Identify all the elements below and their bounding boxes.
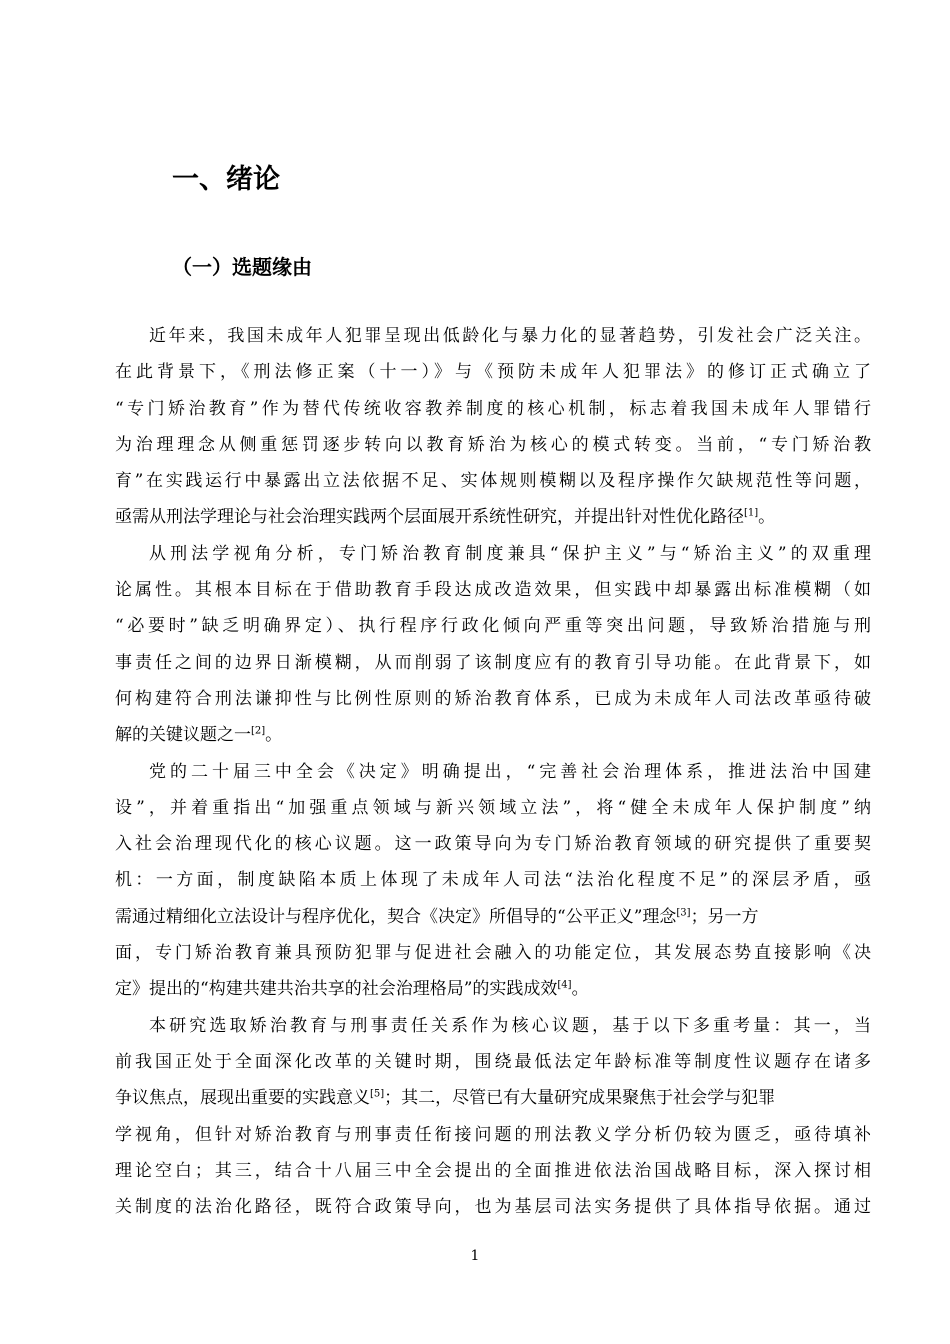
citation-ref: [1]	[744, 507, 759, 519]
text-line: 近年来，我国未成年人犯罪呈现出低龄化与暴力化的显著趋势，引发社会广泛关注。	[149, 326, 871, 346]
text-line: 机：一方面，制度缺陷本质上体现了未成年人司法“法治化程度不足”的深层矛盾，亟	[115, 870, 871, 891]
text-line: 需通过精细化立法设计与程序优化，契合《决定》所倡导的“公平正义”理念[3]；另一方	[115, 906, 759, 927]
text-line: “必要时”缺乏明确界定）、执行程序行政化倾向严重等突出问题，导致矫治措施与刑	[115, 616, 871, 637]
paragraph	[115, 318, 871, 536]
section-heading: （一）选题缘由	[172, 255, 312, 279]
paragraph	[115, 754, 871, 1008]
text-line: 从刑法学视角分析，专门矫治教育制度兼具“保护主义”与“矫治主义”的双重理	[149, 543, 871, 564]
body-text	[115, 318, 871, 1225]
citation-ref: [5]	[370, 1088, 385, 1100]
text-line: 关制度的法治化路径，既符合政策导向，也为基层司法实务提供了具体指导依据。通过	[115, 1197, 871, 1218]
citation-ref: [4]	[557, 979, 572, 991]
text-line: 入社会治理现代化的核心议题。这一政策导向为专门矫治教育领域的研究提供了重要契	[115, 834, 871, 855]
text-line: 论属性。其根本目标在于借助教育手段达成改造效果，但实践中却暴露出标准模糊（如	[115, 580, 871, 601]
chapter-heading: 一、绪论	[172, 164, 280, 195]
text-line: “专门矫治教育”作为替代传统收容教养制度的核心机制，标志着我国未成年人罪错行	[115, 398, 871, 419]
text-line: 事责任之间的边界日渐模糊，从而削弱了该制度应有的教育引导功能。在此背景下，如	[115, 652, 871, 673]
text-line: 面，专门矫治教育兼具预防犯罪与促进社会融入的功能定位，其发展态势直接影响《决	[115, 943, 871, 964]
citation-ref: [2]	[251, 725, 266, 737]
text-line: 党的二十届三中全会《决定》明确提出，“完善社会治理体系，推进法治中国建	[149, 761, 871, 782]
text-line: 解的关键议题之一[2]。	[115, 725, 283, 746]
text-line: 理论空白；其三，结合十八届三中全会提出的全面推进依法治国战略目标，深入探讨相	[115, 1160, 871, 1181]
text-line: 前我国正处于全面深化改革的关键时期，围绕最低法定年龄标准等制度性议题存在诸多	[115, 1051, 871, 1072]
citation-ref: [3]	[676, 907, 691, 919]
text-line: 在此背景下，《刑法修正案（十一）》与《预防未成年人犯罪法》的修订正式确立了	[115, 362, 871, 383]
text-line: 何构建符合刑法谦抑性与比例性原则的矫治教育体系，已成为未成年人司法改革亟待破	[115, 688, 871, 709]
text-line: 亟需从刑法学理论与社会治理实践两个层面展开系统性研究，并提出针对性优化路径[1]。	[115, 507, 776, 528]
text-line: 学视角，但针对矫治教育与刑事责任衔接问题的刑法教义学分析仍较为匮乏，亟待填补	[115, 1124, 871, 1145]
text-line: 争议焦点，展现出重要的实践意义[5]；其二，尽管已有大量研究成果聚焦于社会学与犯罪	[115, 1088, 776, 1109]
text-line: 定》提出的“构建共建共治共享的社会治理格局”的实践成效[4]。	[115, 979, 589, 1000]
text-line: 本研究选取矫治教育与刑事责任关系作为核心议题，基于以下多重考量：其一，当	[149, 1015, 871, 1036]
page-number: 1	[470, 1248, 480, 1264]
text-line: 设”，并着重指出“加强重点领域与新兴领域立法”，将“健全未成年人保护制度”纳	[115, 797, 871, 818]
text-line: 为治理理念从侧重惩罚逐步转向以教育矫治为核心的模式转变。当前，“专门矫治教	[115, 434, 871, 455]
text-line: 育”在实践运行中暴露出立法依据不足、实体规则模糊以及程序操作欠缺规范性等问题，	[115, 471, 871, 492]
paragraph	[115, 536, 871, 754]
paragraph	[115, 1008, 871, 1226]
